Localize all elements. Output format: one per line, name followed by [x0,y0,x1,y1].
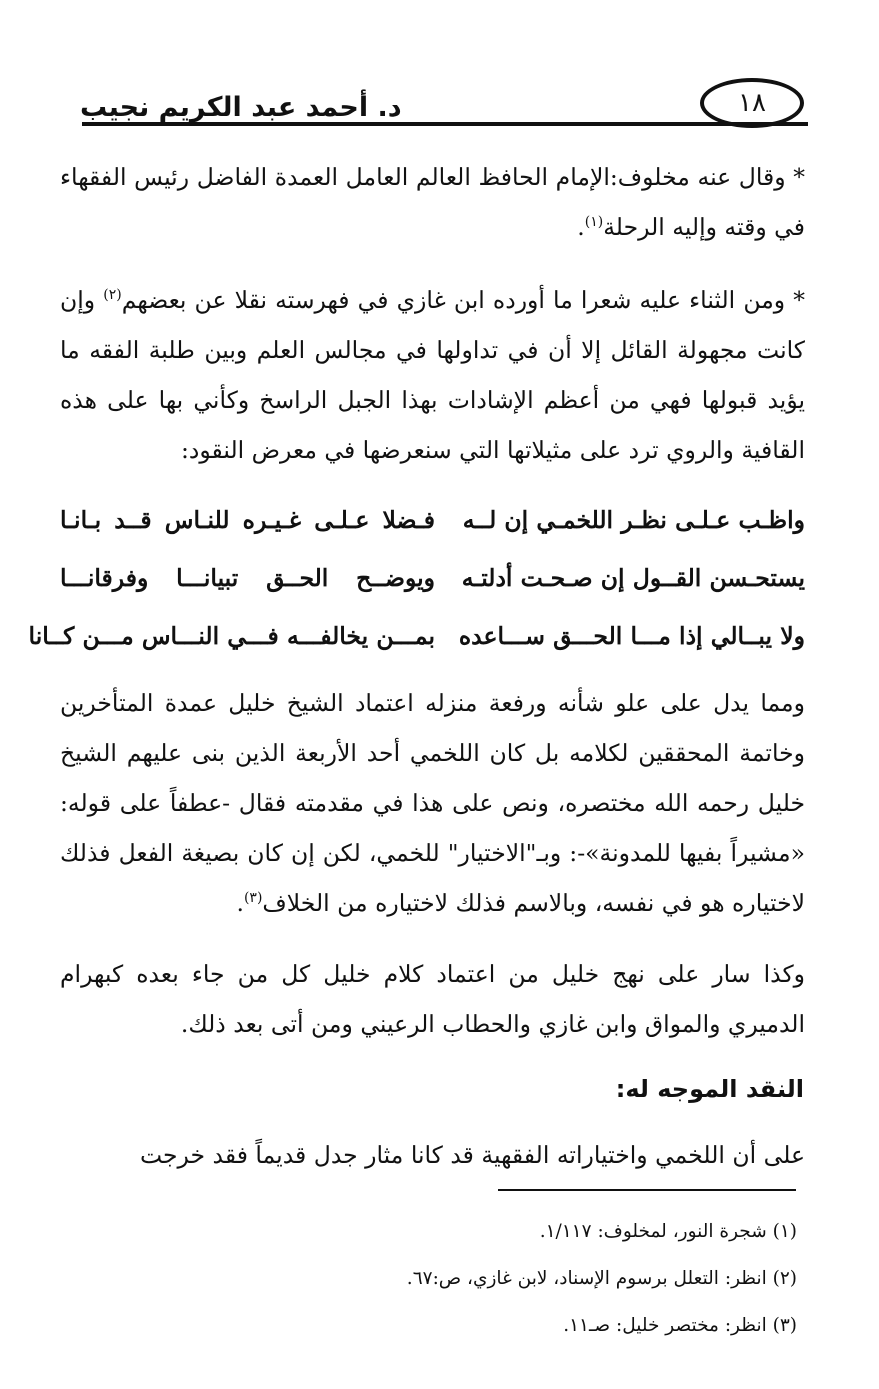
poem-hemistich-right: واظـب عـلـى نظـر اللخمـي إن لــه [462,506,805,534]
poem-line [28,607,805,665]
footnote-ref-1: (١) [584,214,604,231]
paragraph-4 [60,949,805,1049]
paragraph-2 [60,275,805,475]
page-header [60,70,820,140]
paragraph-4-text: وكذا سار على نهج خليل من اعتماد كلام خليل كل من جاء بعده كبهرام الدميري والمواق وابن غازي والحطاب الرعيني ومن أتى بعد ذلك. [60,960,805,1038]
footnote: (٣) انظر: مختصر خليل: صـ١١. [563,1315,797,1336]
footnote-ref-3: (٣) [243,890,263,907]
poem-hemistich-left: بمـــن يخالفـــه فـــي النـــاس مـــن كــانا [28,622,435,650]
paragraph-2-text-a: * ومن الثناء عليه شعرا ما أورده ابن غازي في فهرسته نقلا عن بعضهم [121,286,805,314]
paragraph-3 [60,678,805,928]
poem-line [60,549,805,607]
footnote-rule [498,1189,796,1191]
poem-hemistich-right: ولا يبــالي إذا مـــا الحـــق ســـاعده [458,622,805,650]
footnotes [407,1208,797,1349]
paragraph-2-text-b: وإن كانت مجهولة القائل إلا أن في تداولها في مجالس العلم وبين طلبة الفقه ما يؤيد قبولها فهي من أعظم الإشادات بهذا الجبل الراسخ وكأني بها على هذه القافية والروي ترد على مثيلاتها التي سنعرضها في معرض النقود: [60,286,805,464]
paragraph-1 [60,152,805,252]
poem-line [60,491,805,549]
paragraph-3-end: . [236,889,244,917]
footnote: (٢) انظر: التعلل برسوم الإسناد، لابن غازي، ص:٦٧. [406,1268,797,1289]
paragraph-5 [60,1130,805,1180]
section-heading: النقد الموجه له: [615,1075,804,1103]
poem [28,491,805,665]
footnote-ref-2: (٢) [103,287,122,304]
paragraph-1-end: . [577,213,585,241]
header-rule [82,122,808,126]
paragraph-5-text: على أن اللخمي واختياراته الفقهية قد كانا مثار جدل قديماً فقد خرجت [139,1141,805,1169]
author-name: د. أحمد عبد الكريم نجيب [80,92,402,123]
page-number: ١٨ [700,78,804,128]
footnote: (١) شجرة النور، لمخلوف: ١/١١٧. [539,1221,797,1242]
poem-hemistich-left: فـضلا عـلـى غـيـره للنـاس قــد بـانـا [60,506,435,534]
paragraph-1-text: * وقال عنه مخلوف:الإمام الحافظ العالم العامل العمدة الفاضل رئيس الفقهاء في وقته وإليه الرحلة [60,163,805,241]
poem-hemistich-right: يستحـسن القــول إن صـحـت أدلتـه [461,564,805,592]
paragraph-3-text: ومما يدل على علو شأنه ورفعة منزله اعتماد الشيخ خليل عمدة المتأخرين وخاتمة المحققين لكلامه بل كان اللخمي أحد الأربعة الذين بنى عليهم الشيخ خليل رحمه الله مختصره، ونص على هذا في مقدمته فقال -عطفاً على قوله: «مشيراً بفيها للمدونة»-: وبـ"الاختيار" للخمي، لكن إن كان بصيغة الفعل فذلك لاختياره هو في نفسه، وبالاسم فذلك لاختياره من الخلاف [60,689,805,917]
poem-hemistich-left: ويوضــح الحــق تبيانـــا وفرقانـــا [60,564,435,592]
